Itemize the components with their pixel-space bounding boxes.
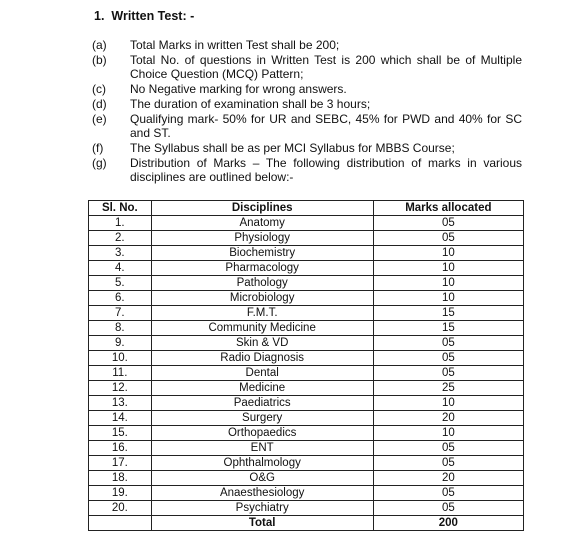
table-total-row [89,516,524,531]
list-item [92,112,522,140]
cell-discipline: Pharmacology [151,261,373,276]
cell-marks: 05 [373,351,523,366]
table-row [89,351,524,366]
cell-marks: 05 [373,231,523,246]
list-item-label: (b) [92,53,107,67]
cell-sl-no: 13. [89,396,152,411]
cell-marks: 15 [373,321,523,336]
list-item-label: (e) [92,112,107,126]
list-item [92,53,522,81]
table-row [89,306,524,321]
list-item-label: (f) [92,141,104,155]
list-item-text: Total No. of questions in Written Test is 200 which shall be of Multiple Choice Question (MCQ) Pattern; [130,53,522,81]
table-row [89,381,524,396]
cell-sl-no: 9. [89,336,152,351]
cell-discipline: Skin & VD [151,336,373,351]
cell-sl-no: 14. [89,411,152,426]
cell-sl-no: 19. [89,486,152,501]
cell-marks: 05 [373,366,523,381]
cell-discipline: Biochemistry [151,246,373,261]
cell-discipline: Orthopaedics [151,426,373,441]
section-title: Written Test: - [111,9,195,23]
cell-discipline: Medicine [151,381,373,396]
table-row [89,366,524,381]
cell-discipline: Surgery [151,411,373,426]
table-row [89,336,524,351]
cell-discipline: Radio Diagnosis [151,351,373,366]
list-item-text: Distribution of Marks – The following distribution of marks in various disciplines are outlined below:- [130,156,522,184]
cell-marks: 10 [373,291,523,306]
table-row [89,486,524,501]
table-row [89,456,524,471]
cell-marks: 25 [373,381,523,396]
list-item-text: No Negative marking for wrong answers. [130,82,347,96]
cell-marks: 10 [373,396,523,411]
cell-sl-no: 18. [89,471,152,486]
cell-marks: 10 [373,246,523,261]
list-item [92,38,522,52]
cell-sl-no: 16. [89,441,152,456]
table-row [89,501,524,516]
cell-marks: 05 [373,336,523,351]
table-row [89,231,524,246]
table-row [89,246,524,261]
list-item-label: (g) [92,156,107,170]
list-item-text: The duration of examination shall be 3 hours; [130,97,371,111]
cell-discipline: Anaesthesiology [151,486,373,501]
cell-sl-no: 17. [89,456,152,471]
cell-sl-no: 12. [89,381,152,396]
cell-sl-no: 7. [89,306,152,321]
cell-discipline: Physiology [151,231,373,246]
cell-discipline: ENT [151,441,373,456]
cell-sl-no: 6. [89,291,152,306]
cell-sl-no: 1. [89,216,152,231]
cell-marks: 05 [373,456,523,471]
cell-marks: 10 [373,276,523,291]
list-item [92,156,522,184]
total-value: 200 [373,516,523,531]
table-row [89,441,524,456]
cell-discipline: Dental [151,366,373,381]
cell-sl-no: 10. [89,351,152,366]
cell-marks: 10 [373,426,523,441]
table-row [89,426,524,441]
cell-sl-no: 4. [89,261,152,276]
cell-sl-no: 15. [89,426,152,441]
table-header-row [89,201,524,216]
list-item-label: (d) [92,97,107,111]
cell-sl-no: 3. [89,246,152,261]
list-item-text: Total Marks in written Test shall be 200; [130,38,340,52]
cell-marks: 05 [373,486,523,501]
cell-discipline: Microbiology [151,291,373,306]
section-number: 1. [94,9,105,23]
cell-marks: 05 [373,441,523,456]
header-marks-allocated: Marks allocated [373,201,523,216]
cell-discipline: Pathology [151,276,373,291]
table-row [89,471,524,486]
cell-sl-no: 8. [89,321,152,336]
cell-discipline: O&G [151,471,373,486]
cell-empty [89,516,152,531]
table-row [89,321,524,336]
header-disciplines: Disciplines [151,201,373,216]
cell-discipline: Community Medicine [151,321,373,336]
cell-marks: 15 [373,306,523,321]
cell-marks: 20 [373,411,523,426]
total-label: Total [151,516,373,531]
cell-discipline: Ophthalmology [151,456,373,471]
section-heading [94,9,194,23]
cell-discipline: Anatomy [151,216,373,231]
cell-sl-no: 20. [89,501,152,516]
marks-distribution-table [88,200,524,531]
table-row [89,396,524,411]
list-item [92,97,522,111]
list-item-text: The Syllabus shall be as per MCI Syllabus for MBBS Course; [130,141,455,155]
list-item-text: Qualifying mark- 50% for UR and SEBC, 45% for PWD and 40% for SC and ST. [130,112,522,140]
table-row [89,261,524,276]
header-sl-no: Sl. No. [89,201,152,216]
cell-marks: 20 [373,471,523,486]
cell-discipline: Paediatrics [151,396,373,411]
cell-marks: 05 [373,216,523,231]
list-item-label: (a) [92,38,107,52]
cell-sl-no: 5. [89,276,152,291]
cell-sl-no: 11. [89,366,152,381]
cell-discipline: F.M.T. [151,306,373,321]
list-item [92,141,522,155]
cell-marks: 05 [373,501,523,516]
rules-list [92,38,522,185]
table-row [89,276,524,291]
table-row [89,216,524,231]
table-row [89,291,524,306]
cell-discipline: Psychiatry [151,501,373,516]
cell-sl-no: 2. [89,231,152,246]
cell-marks: 10 [373,261,523,276]
list-item [92,82,522,96]
list-item-label: (c) [92,82,106,96]
table-row [89,411,524,426]
